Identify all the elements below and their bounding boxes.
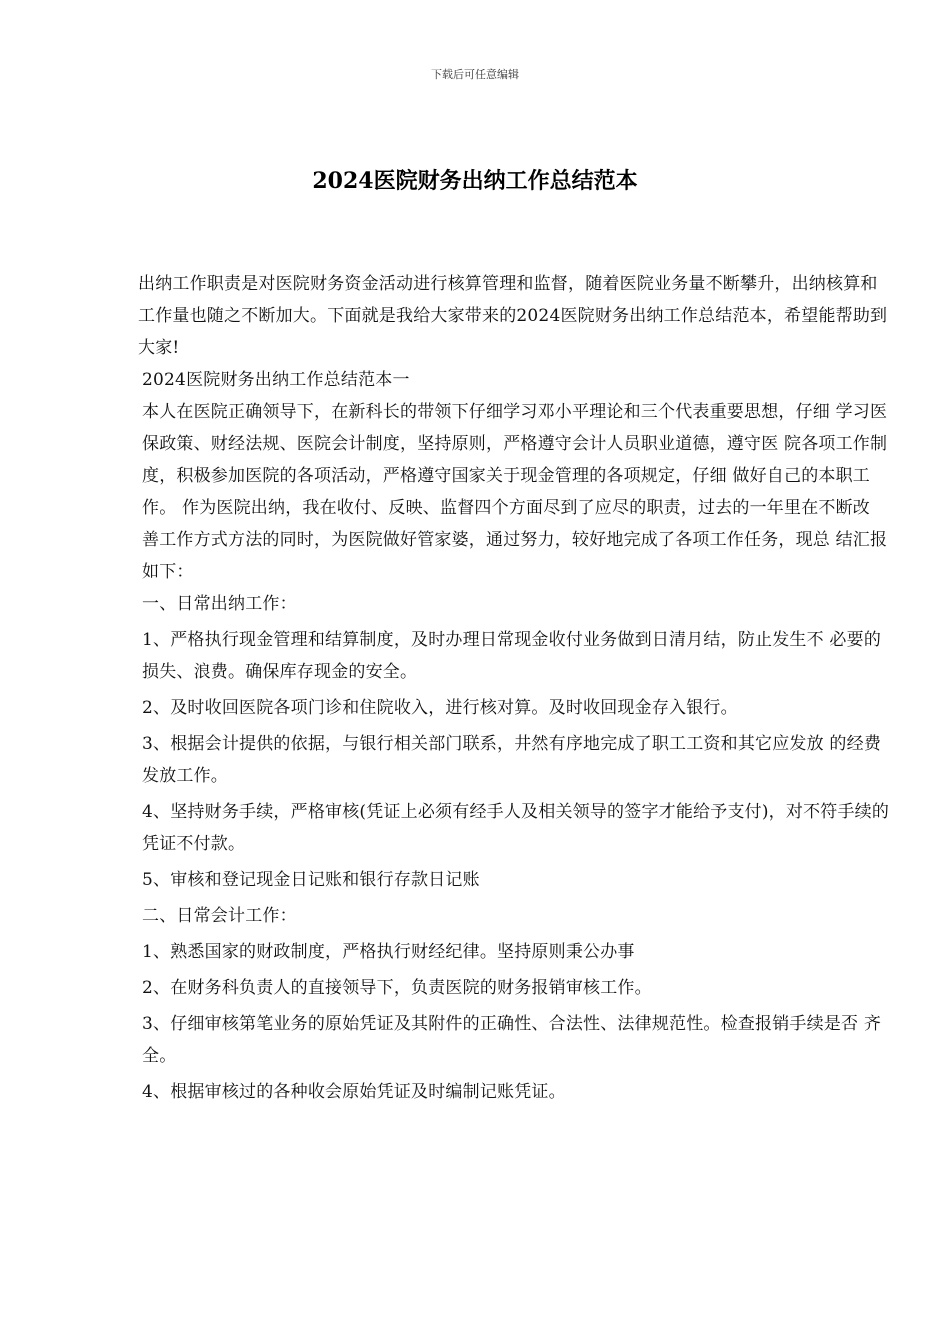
section-heading: 2024医院财务出纳工作总结范本一 [142,370,410,390]
list-item: 2、及时收回医院各项门诊和住院收入，进行核对算。及时收回现金存入银行。 [142,698,738,718]
list-item: 2、在财务科负责人的直接领导下，负责医院的财务报销审核工作。 [142,978,652,998]
list-item: 1、熟悉国家的财政制度，严格执行财经纪律。坚持原则秉公办事 [142,942,635,962]
subheading-daily-accounting: 二、日常会计工作： [142,906,297,926]
body-paragraph: 本人在医院正确领导下，在新科长的带领下仔细学习邓小平理论和三个代表重要思想，仔细 学习医保政策、财经法规、医院会计制度，坚持原则，严格遵守会计人员职业道德，遵守医 院各项工作制度，积极参加医院的各项活动，严格遵守国家关于现金管理的各项规定，仔细 做好自己的本职工作。 作为医院出纳，我在收付、反映、监督四个方面尽到了应尽的职责，过去的一年里在不断改 善工作方式方法的同时，为医院做好管家婆，通过努力，较好地完成了各项工作任务，现总 结汇报如下： [142,402,888,582]
list-item: 1、严格执行现金管理和结算制度，及时办理日常现金收付业务做到日清月结，防止发生不 必要的损失、浪费。确保库存现金的安全。 [142,630,882,682]
list-item: 4、坚持财务手续，严格审核(凭证上必须有经手人及相关领导的签字才能给予支付)，对不符手续的凭证不付款。 [142,802,890,854]
list-item: 3、仔细审核第笔业务的原始凭证及其附件的正确性、合法性、法律规范性。检查报销手续是否 齐全。 [142,1014,882,1066]
header-note: 下载后可任意编辑 [431,68,519,81]
page-title: 2024医院财务出纳工作总结范本 [312,168,638,194]
document-body [138,268,890,1108]
list-item: 4、根据审核过的各种收会原始凭证及时编制记账凭证。 [142,1082,566,1102]
list-item: 3、根据会计提供的依据，与银行相关部门联系，井然有序地完成了职工工资和其它应发放 的经费发放工作。 [142,734,882,786]
list-item: 5、审核和登记现金日记账和银行存款日记账 [142,870,480,890]
intro-paragraph: 出纳工作职责是对医院财务资金活动进行核算管理和监督，随着医院业务量不断攀升，出纳核算和工作量也随之不断加大。下面就是我给大家带来的2024医院财务出纳工作总结范本，希望能帮助到大家! [138,274,888,358]
subheading-daily-cashier: 一、日常出纳工作： [142,594,297,614]
